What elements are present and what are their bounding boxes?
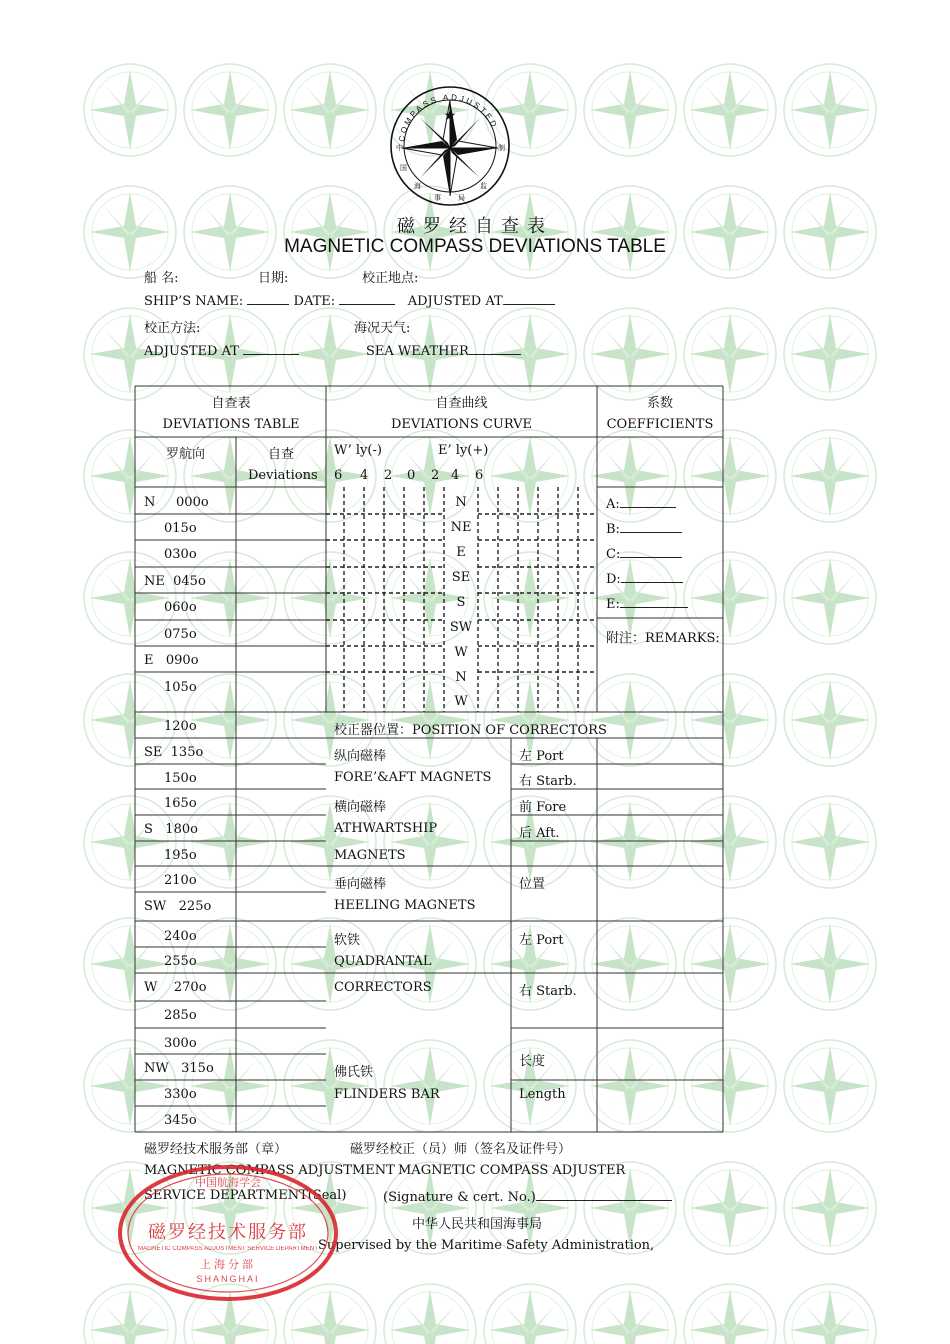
coefficient-label: E: (606, 597, 620, 612)
scale-tick-label: 6 (334, 468, 343, 483)
heading-row-label: W 270o (144, 980, 207, 995)
dept-cn: 磁罗经技术服务部（章） (144, 1142, 288, 1157)
scale-tick-label: 4 (451, 468, 460, 483)
adjusted-place-cn: 校正地点: (362, 271, 419, 286)
curve-point-label: N (455, 495, 467, 510)
logo-char: 事 (434, 194, 441, 202)
coefficient-label: D: (606, 572, 621, 587)
ship-name-cn: 船 名: (144, 271, 179, 286)
curve-point-label: W (454, 694, 468, 709)
method-blank[interactable] (243, 342, 299, 355)
port-1: 左 Port (519, 749, 564, 764)
curve-point-label: N (455, 670, 467, 685)
coefficient-label: C: (606, 547, 621, 562)
aft: 后 Aft. (519, 826, 560, 841)
svg-text:SHANGHAI: SHANGHAI (196, 1274, 260, 1284)
remarks-label: 附注：REMARKS: (606, 631, 720, 646)
heading-row-label: 300o (164, 1036, 197, 1051)
coefficient-blank[interactable] (620, 595, 688, 608)
msa-en: Supervised by the Maritime Safety Administration, (318, 1238, 655, 1253)
coef-cn: 系数 (646, 396, 673, 411)
coefficient-field[interactable] (606, 595, 688, 612)
heading-row-label: 195o (164, 848, 197, 863)
port-2: 左 Port (519, 933, 564, 948)
adjusted-at-label: ADJUSTED AT (407, 294, 503, 309)
logo-ring-text: COMPASS ADJUSTED (397, 92, 500, 143)
length-cn: 长度 (519, 1054, 546, 1069)
heading-row-label: 150o (164, 771, 197, 786)
sea-weather-field[interactable] (366, 342, 521, 359)
date-blank[interactable] (339, 292, 395, 305)
heading-row-label: N 000o (144, 495, 209, 510)
dev-table-en: DEVIATIONS TABLE (162, 417, 300, 432)
heading-row-label: SE 135o (144, 745, 204, 760)
scale-tick-label: 2 (384, 468, 393, 483)
scale-tick-label: 4 (360, 468, 369, 483)
heading-row-label: 165o (164, 796, 197, 811)
svg-text:磁罗经技术服务部: 磁罗经技术服务部 (148, 1222, 308, 1243)
heading-row-label: E 090o (144, 653, 199, 668)
title-chinese: 磁罗经自查表 (397, 216, 553, 237)
heading-row-label: SW 225o (144, 899, 212, 914)
date-cn: 日期: (258, 271, 289, 286)
coefficient-blank[interactable] (620, 545, 682, 558)
svg-text:上海分部: 上海分部 (200, 1258, 256, 1271)
curve-point-label: SE (451, 570, 471, 585)
fore-aft-cn: 纵向磁棒 (334, 749, 387, 764)
coef-en: COEFFICIENTS (606, 417, 714, 432)
scale-tick-label: 6 (475, 468, 484, 483)
heading-row-label: 345o (164, 1113, 197, 1128)
logo-char: 中 (396, 144, 403, 152)
date-label: DATE: (293, 294, 336, 309)
logo-char: 海 (414, 182, 421, 190)
heading-row-label: 255o (164, 954, 197, 969)
heading-row-label: 030o (164, 547, 197, 562)
ship-name-label: SHIP’S NAME: (144, 294, 244, 309)
curve-point-label: SW (449, 620, 473, 635)
logo-char: 国 (400, 164, 407, 172)
method-label: ADJUSTED AT (144, 344, 239, 359)
curve-point-label: E (456, 545, 466, 560)
logo-char: 制 (498, 144, 505, 152)
heading-row-label: 210o (164, 873, 197, 888)
coefficient-blank[interactable] (620, 520, 682, 533)
length-en: Length (519, 1087, 566, 1102)
title-english: MAGNETIC COMPASS DEVIATIONS TABLE (284, 236, 666, 257)
coefficient-label: B: (606, 522, 620, 537)
athwart-en1: ATHWARTSHIP (334, 821, 438, 836)
sea-weather-cn: 海况天气: (354, 321, 411, 336)
heading-row-label: NE 045o (144, 574, 206, 589)
coefficient-field[interactable] (606, 495, 676, 512)
heading-row-label: 240o (164, 929, 197, 944)
flinders-en: FLINDERS BAR (334, 1087, 440, 1102)
svg-text:MAGNETIC COMPASS ADJUSTMENT SE: MAGNETIC COMPASS ADJUSTMENT SERVICE DEPARTMENT (138, 1246, 319, 1252)
heeling-en: HEELING MAGNETS (334, 898, 476, 913)
heading-row-label: 015o (164, 521, 197, 536)
scale-tick-label: 2 (431, 468, 440, 483)
athwart-en2: MAGNETS (334, 848, 406, 863)
correctors: CORRECTORS (334, 980, 432, 995)
logo-char: 监 (480, 182, 487, 190)
coefficient-label: A: (606, 497, 620, 512)
coefficient-field[interactable] (606, 520, 682, 537)
svg-text:中国航海学会: 中国航海学会 (195, 1176, 261, 1189)
coefficient-field[interactable] (606, 570, 683, 587)
ship-name-field[interactable] (144, 292, 555, 309)
method-cn: 校正方法: (144, 321, 201, 336)
dev-table-cn: 自查表 (211, 396, 251, 411)
position-label: 位置 (519, 877, 546, 892)
heading-row-label: 285o (164, 1008, 197, 1023)
sea-weather-label: SEA WEATHER (366, 344, 469, 359)
signature-field[interactable] (383, 1188, 672, 1205)
position-correctors: 校正器位置：POSITION OF CORRECTORS (334, 723, 607, 738)
west-label: W’ ly(-) (334, 443, 382, 458)
heading-row-label: 105o (164, 680, 197, 695)
heeling-cn: 垂向磁棒 (334, 877, 387, 892)
logo-char: 局 (458, 194, 465, 202)
athwart-cn: 横向磁棒 (334, 800, 387, 815)
curve-point-label: S (456, 595, 466, 610)
deviation-col-en: Deviations (248, 468, 318, 483)
flinders-cn: 佛氏铁 (334, 1065, 374, 1080)
signature-blank[interactable] (536, 1188, 672, 1201)
ship-name-blank[interactable] (247, 292, 289, 305)
heading-row-label: S 180o (144, 822, 198, 837)
heading-row-label: 060o (164, 600, 197, 615)
msa-cn: 中华人民共和国海事局 (412, 1217, 543, 1232)
adjusted-at-blank[interactable] (503, 292, 555, 305)
heading-row-label: 330o (164, 1087, 197, 1102)
coefficient-field[interactable] (606, 545, 682, 562)
quadrantal: QUADRANTAL (334, 954, 432, 969)
scale-tick-label: 0 (407, 468, 416, 483)
deviation-col-cn: 自查 (268, 447, 295, 462)
adjuster-cn: 磁罗经校正（员）师（签名及证件号） (350, 1142, 572, 1157)
heading-row-label: 075o (164, 627, 197, 642)
fore-aft-en: FORE’&AFT MAGNETS (334, 770, 492, 785)
dev-curve-cn: 自查曲线 (435, 396, 488, 411)
heading-row-label: NW 315o (144, 1061, 214, 1076)
method-field[interactable] (144, 342, 299, 359)
starb-2: 右 Starb. (519, 984, 577, 999)
starb-1: 右 Starb. (519, 774, 577, 789)
curve-point-label: NE (450, 520, 472, 535)
coefficient-blank[interactable] (620, 495, 676, 508)
department-seal (116, 1162, 340, 1304)
sea-weather-blank[interactable] (469, 342, 521, 355)
east-label: E’ ly(+) (438, 443, 489, 458)
soft-iron-cn: 软铁 (334, 933, 361, 948)
signature-label: (Signature & cert. No.) (383, 1190, 536, 1205)
heading-row-label: 120o (164, 719, 197, 734)
curve-point-label: W (454, 645, 468, 660)
dept-en1: MAGNETIC COMPASS ADJUSTMENT (144, 1163, 395, 1178)
adjuster-en: MAGNETIC COMPASS ADJUSTER (398, 1163, 626, 1178)
fore: 前 Fore (519, 800, 567, 815)
dept-en2: SERVICE DEPARTMENT(Seal) (144, 1188, 347, 1203)
dev-curve-en: DEVIATIONS CURVE (390, 417, 533, 432)
heading-col-label: 罗航向 (166, 447, 206, 462)
coefficient-blank[interactable] (621, 570, 683, 583)
